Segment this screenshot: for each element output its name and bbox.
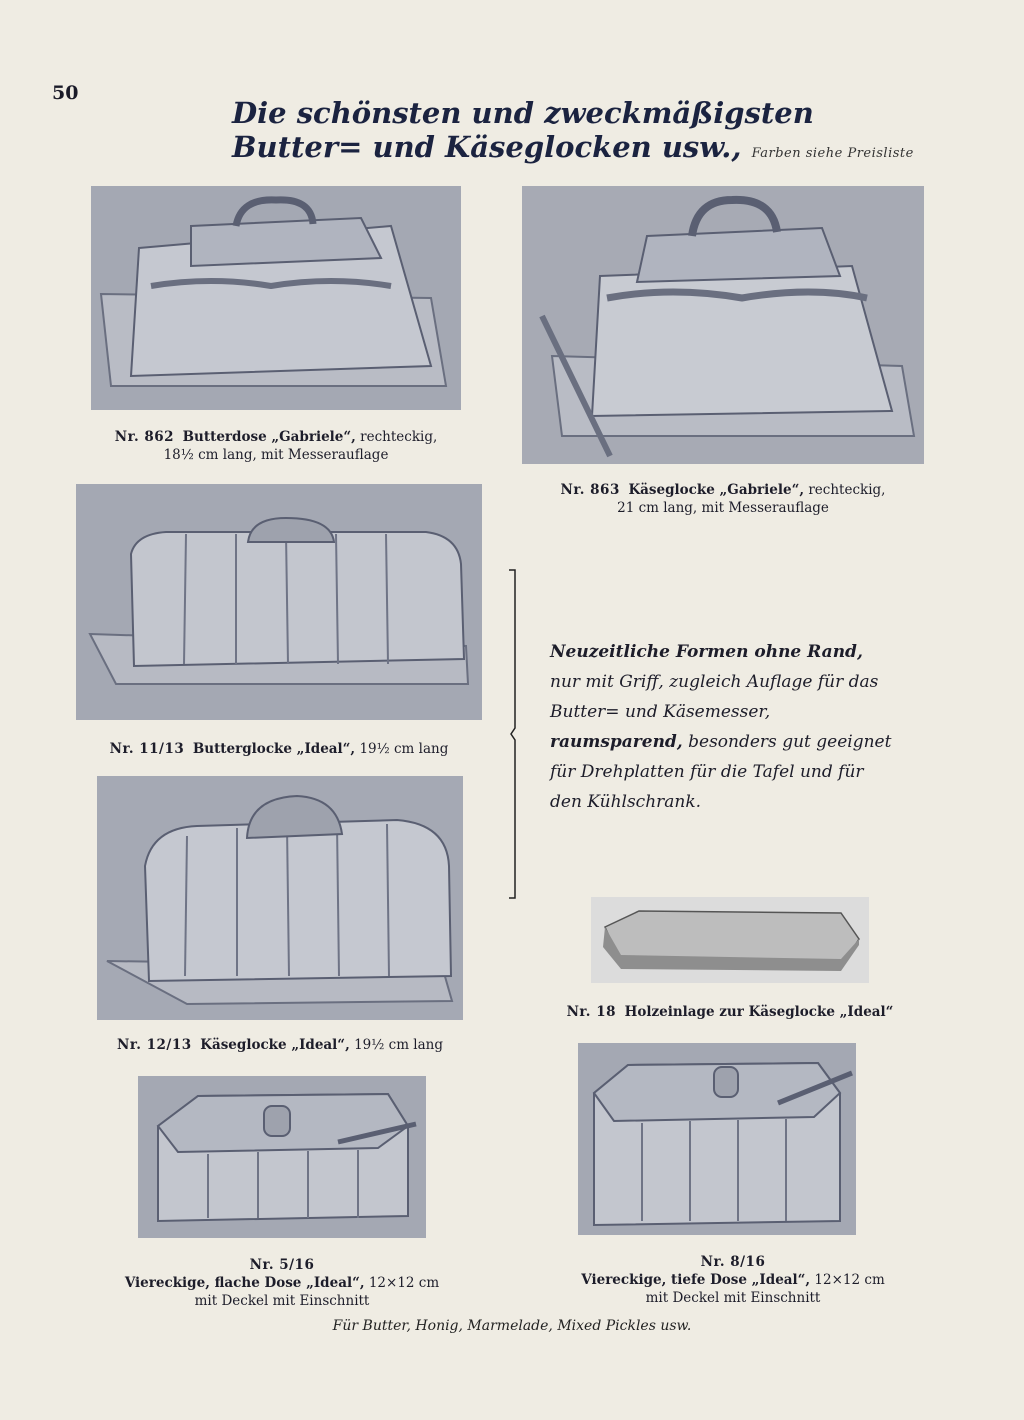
wood-insert-image: [591, 897, 869, 983]
caption-862: [91, 428, 461, 464]
photo-holzeinlage: [591, 897, 869, 983]
caption-line2: 18½ cm lang, mit Messerauflage: [163, 447, 389, 463]
caption-line3: mit Deckel mit Einschnitt: [645, 1290, 821, 1306]
caption-name: Butterdose „Gabriele“,: [182, 429, 356, 445]
butter-bell-image: [76, 484, 482, 720]
cheese-bell-image: [97, 776, 463, 1020]
caption-18: [540, 1003, 920, 1021]
caption-nr: Nr. 862: [114, 429, 175, 445]
caption-nr: Nr. 18: [566, 1004, 616, 1020]
caption-line2: 21 cm lang, mit Messerauflage: [617, 500, 829, 516]
photo-kaeseglocke-gabriele: [522, 186, 924, 464]
headline-note: Farben siehe Preisliste: [751, 146, 914, 161]
photo-tiefe-dose: [578, 1043, 856, 1235]
headline-line1: Die schönsten und zweckmäßigsten: [232, 96, 814, 130]
bracket-line: [505, 568, 519, 900]
caption-desc: 19½ cm lang: [359, 741, 449, 757]
caption-line3: mit Deckel mit Einschnitt: [194, 1293, 370, 1309]
caption-name: Käseglocke „Ideal“,: [200, 1037, 350, 1053]
caption-nr: Nr. 5/16: [249, 1257, 315, 1273]
photo-kaeseglocke-ideal: [97, 776, 463, 1020]
feature-heading: Neuzeitliche Formen ohne Rand,: [550, 642, 863, 662]
headline: [232, 96, 914, 171]
flat-box-image: [138, 1076, 426, 1238]
feature-line: für Drehplatten für die Tafel und für: [550, 762, 864, 782]
feature-line: den Kühlschrank.: [550, 792, 702, 812]
caption-12-13: [97, 1036, 463, 1054]
feature-line: nur mit Griff, zugleich Auflage für das: [550, 672, 879, 692]
caption-name: Holzeinlage zur Käseglocke „Ideal“: [624, 1004, 894, 1020]
caption-name: Butterglocke „Ideal“,: [192, 741, 356, 757]
feature-line: besonders gut geeignet: [688, 732, 892, 752]
photo-flache-dose: [138, 1076, 426, 1238]
butter-dish-image: [91, 186, 461, 410]
feature-line: Butter= und Käsemesser,: [550, 702, 771, 722]
caption-nr: Nr. 12/13: [117, 1037, 192, 1053]
photo-butterglocke-ideal: [76, 484, 482, 720]
caption-nr: Nr. 11/13: [109, 741, 185, 757]
cheese-dome-image: [522, 186, 924, 464]
caption-name: Viereckige, flache Dose „Ideal“,: [124, 1275, 365, 1291]
caption-5-16: [92, 1256, 472, 1310]
caption-11-13: [76, 740, 482, 758]
caption-desc: 12×12 cm: [814, 1272, 885, 1288]
caption-nr: Nr. 8/16: [700, 1254, 766, 1270]
caption-name: Käseglocke „Gabriele“,: [628, 482, 805, 498]
caption-863: [522, 481, 924, 517]
headline-line2: Butter= und Käseglocken usw.,: [232, 130, 742, 164]
photo-butterdose-gabriele: [91, 186, 461, 410]
feature-text: [550, 637, 930, 817]
footer-text: Für Butter, Honig, Marmelade, Mixed Pickles usw.: [332, 1318, 692, 1334]
feature-bold: raumsparend,: [550, 732, 683, 752]
caption-desc: rechteckig,: [808, 482, 886, 498]
caption-desc: rechteckig,: [360, 429, 438, 445]
page-number: 50: [52, 82, 79, 104]
caption-name: Viereckige, tiefe Dose „Ideal“,: [581, 1272, 811, 1288]
caption-nr: Nr. 863: [560, 482, 620, 498]
deep-box-image: [578, 1043, 856, 1235]
caption-desc: 12×12 cm: [368, 1275, 440, 1291]
caption-desc: 19½ cm lang: [354, 1037, 443, 1053]
caption-8-16: [543, 1253, 923, 1307]
